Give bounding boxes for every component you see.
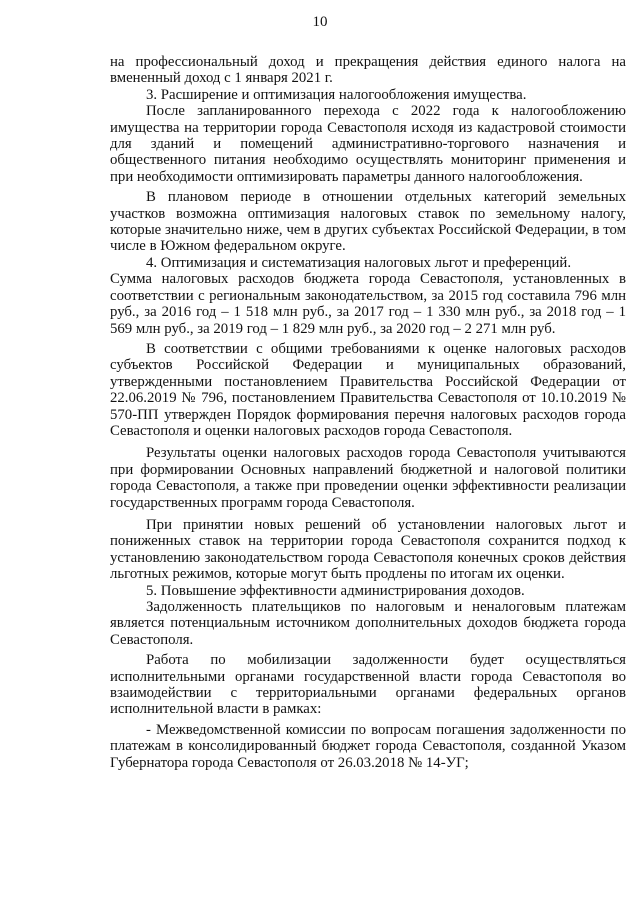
paragraph-arrears-mobilization: Работа по мобилизации задолженности будет осуществляться исполнительными органами государственной власти города Севастополя во взаимодействии с территориальными органами федеральных органов исполнительной власти в рамках: [110,652,626,718]
section-heading-5: 5. Повышение эффективности администрирования доходов. [146,582,525,599]
paragraph-tax-expenditure-amounts: Сумма налоговых расходов бюджета города Севастополя, установленных в соответствии с региональным законодательством, за 2015 год составила 796 млн руб., за 2016 год – 1 518 млн руб., за 2017 год – 1 330 млн руб., за 2018 год – 1 569 млн руб., за 2019 год – 1 829 млн руб., за 2020 год – 2 271 млн руб. [110,271,626,337]
paragraph-assessment-results: Результаты оценки налоговых расходов города Севастополя учитываются при формировании Основных направлений бюджетной и налоговой политики города Севастополя, а также при проведении оценки эффективности реализации государственных программ города Севастополя. [110,445,626,511]
document-body [110,54,626,771]
section-heading-4: 4. Оптимизация и систематизация налоговых льгот и преференций. [146,254,572,271]
paragraph-new-tax-benefits: При принятии новых решений об установлении налоговых льгот и пониженных ставок на территории города Севастополя сохранится подход к установлению законодательством города Севастополя конечных сроков действия льготных режимов, которые могут быть продлены по итогам их оценки. [110,516,626,583]
paragraph-assessment-requirements: В соответствии с общими требованиями к оценке налоговых расходов субъектов Российской Федерации и муниципальных образований, утвержденными постановлением Правительства Российской Федерации от 22.06.2019 № 796, постановлением Правительства Севастополя от 10.10.2019 № 570-ПП утвержден Порядок формирования перечня налоговых расходов города Севастополя и оценки налоговых расходов города Севастополя. [110,340,626,439]
list-item-interagency-commission: - Межведомственной комиссии по вопросам погашения задолженности по платежам в консолидированный бюджет города Севастополя, созданной Указом Губернатора города Севастополя от 26.03.2018 № 14-УГ; [110,721,626,771]
page-number: 10 [312,14,328,30]
paragraph-land-tax-optimization: В плановом периоде в отношении отдельных категорий земельных участков возможна оптимизация налоговых ставок по земельному налогу, которые значительно ниже, чем в других субъектах Российской Федерации, в том числе в Южном федеральном округе. [110,189,626,255]
paragraph-continuation: на профессиональный доход и прекращения действия единого налога на вмененный доход с 1 января 2021 г. [110,54,626,87]
paragraph-arrears: Задолженность плательщиков по налоговым и неналоговым платежам является потенциальным источником дополнительных доходов бюджета города Севастополя. [110,599,626,648]
paragraph-property-tax-transition: После запланированного перехода с 2022 года к налогообложению имущества на территории города Севастополя исходя из кадастровой стоимости для зданий и помещений административно-торгового назначения и общественного питания необходимо осуществлять мониторинг применения и при необходимости оптимизировать параметры данного налогообложения. [110,103,626,185]
section-heading-3: 3. Расширение и оптимизация налогообложения имущества. [146,86,527,103]
